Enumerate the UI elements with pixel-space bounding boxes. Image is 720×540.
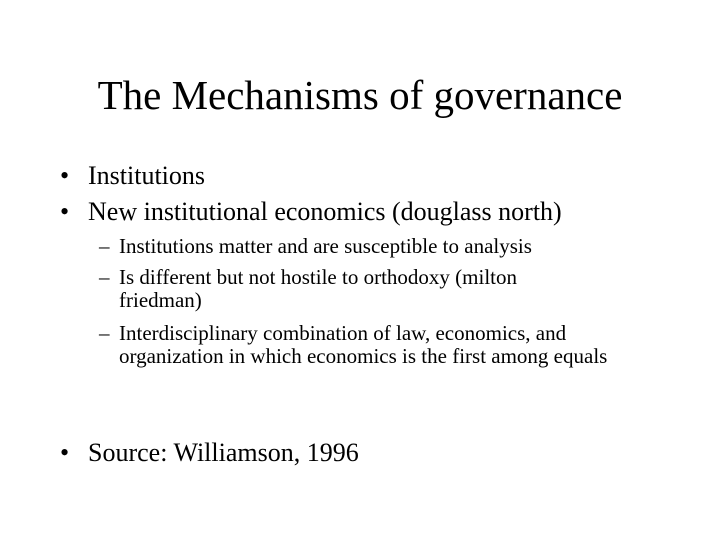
sub-bullet-item [99, 322, 659, 368]
sub-bullet-text: Interdisciplinary combination of law, economics, and organization in which economics is the first among equals [119, 321, 608, 368]
slide-title: The Mechanisms of governance [97, 72, 623, 118]
sub-bullet-text: Is different but not hostile to orthodoxy (milton friedman) [119, 265, 517, 312]
bullet-marker: • [60, 161, 70, 190]
sub-bullet-item [99, 266, 599, 312]
bullet-text: New institutional economics (douglass north) [88, 197, 562, 226]
sub-bullet-marker: – [99, 234, 110, 258]
sub-bullet-item [99, 235, 659, 258]
bullet-marker: • [60, 197, 70, 226]
sub-bullet-text: Institutions matter and are susceptible to analysis [119, 234, 532, 258]
sub-bullet-marker: – [99, 265, 110, 289]
bullet-marker: • [60, 438, 70, 467]
source-text: Source: Williamson, 1996 [88, 438, 359, 467]
sub-bullet-marker: – [99, 321, 110, 345]
bullet-text: Institutions [88, 161, 206, 190]
